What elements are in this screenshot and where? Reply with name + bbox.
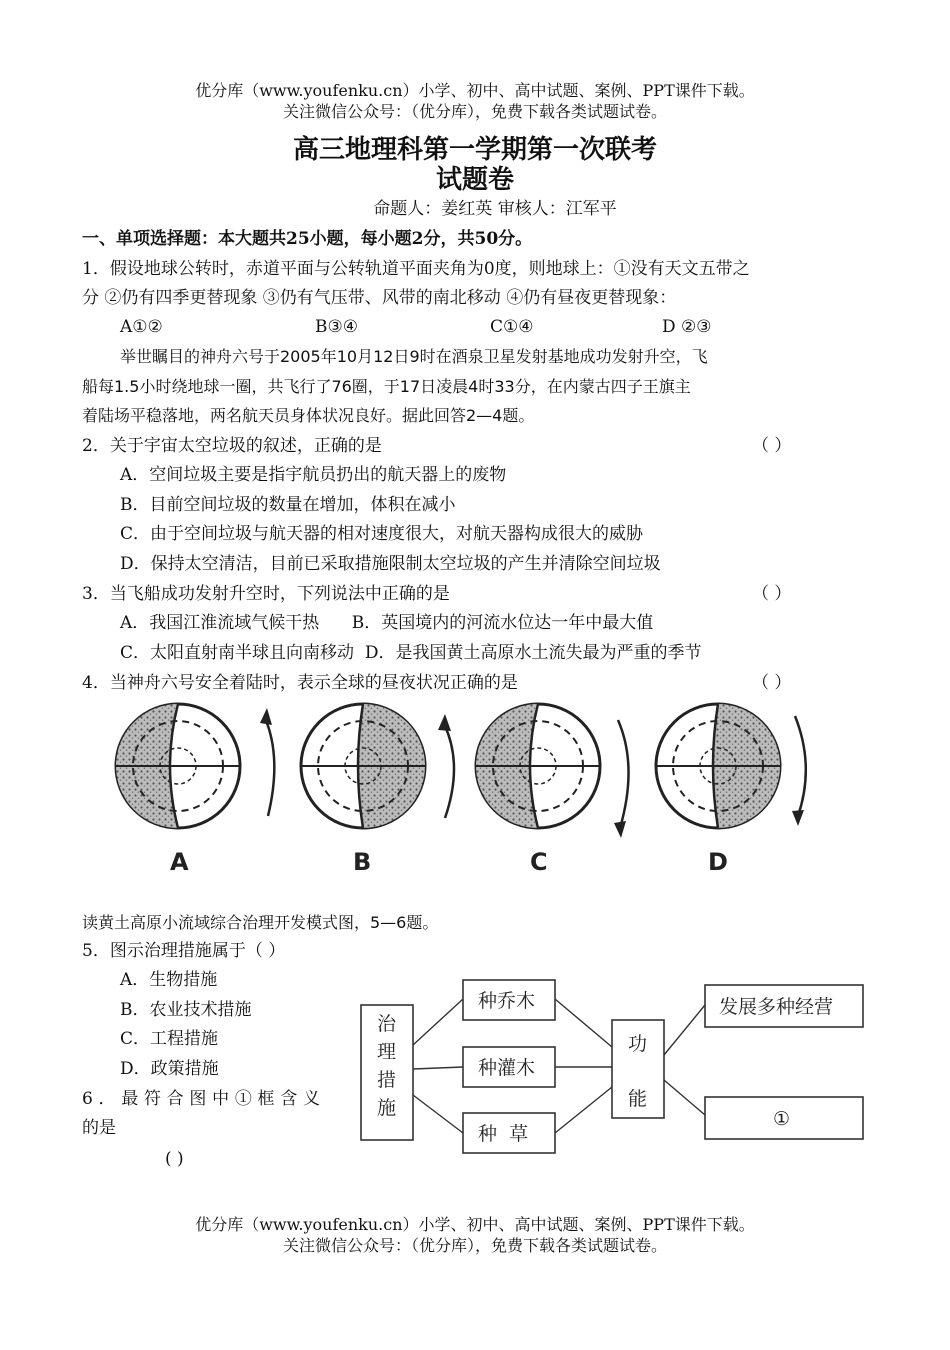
q1-option-a: A①② (120, 317, 163, 337)
develop-diversified-label: 发展多种经营 (719, 996, 834, 1018)
q6-answer-paren: ( ) (165, 1149, 184, 1169)
passage-line-3: 着陆场平稳落地，两名航天员身体状况良好。据此回答2—4题。 (82, 406, 535, 425)
passage-line-2: 船每1.5小时绕地球一圈，共飞行了76圈，于17日凌晨4时33分，在内蒙古四子王旗主 (82, 377, 691, 396)
plant-trees-label: 种乔木 (478, 990, 536, 1012)
treatment-char-1: 治 (377, 1013, 397, 1035)
function-char-1: 功 (628, 1033, 648, 1055)
footer-line-2: 关注微信公众号：（优分库），免费下载各类试题试卷。 (282, 1236, 667, 1255)
rotation-arrow-icon (614, 821, 626, 838)
q2-option-c: C．由于空间垃圾与航天器的相对速度很大，对航天器构成很大的威胁 (120, 524, 644, 544)
blank-box-1-label: ① (773, 1108, 791, 1130)
q5-option-c: C．工程措施 (120, 1029, 219, 1049)
rotation-arrow-icon (792, 810, 804, 826)
globe-label-a: A (170, 848, 189, 876)
q3-options-row-1: A．我国江淮流域气候干热 B．英国境内的河流水位达一年中最大值 (120, 613, 654, 633)
globe-label-d: D (708, 848, 728, 876)
q5-stem: 5．图示治理措施属于（ ） (82, 941, 286, 961)
q1-option-c: C①④ (490, 317, 534, 337)
plant-grass-label: 种 草 (478, 1123, 529, 1145)
globe-c (476, 704, 629, 876)
page-title: 高三地理科第一学期第一次联考 (292, 135, 657, 165)
q2-option-a: A．空间垃圾主要是指宇航员扔出的航天器上的废物 (120, 465, 507, 485)
q6-stem-line-2: 的是 (82, 1118, 116, 1138)
read-intro: 读黄土高原小流域综合治理开发模式图，5—6题。 (82, 913, 439, 932)
rotation-arrow-icon (438, 714, 451, 731)
section-heading: 一、单项选择题：本大题共25小题，每小题2分，共50分。 (82, 229, 533, 249)
header-line-2: 关注微信公众号：（优分库），免费下载各类试题试卷。 (282, 102, 667, 121)
q5-option-a: A．生物措施 (120, 970, 218, 990)
treatment-char-4: 施 (377, 1097, 397, 1119)
q1-option-d: D ②③ (662, 317, 712, 337)
page-subtitle: 试题卷 (435, 165, 514, 195)
function-char-2: 能 (628, 1088, 648, 1110)
q3-stem: 3．当飞船成功发射升空时，下列说法中正确的是 (82, 584, 450, 604)
q1-stem-line-2: 分 ②仍有四季更替现象 ③仍有气压带、风带的南北移动 ④仍有昼夜更替现象： (82, 288, 677, 308)
rotation-arrow-icon (260, 708, 272, 725)
footer-line-1: 优分库（www.youfenku.cn）小学、初中、高中试题、案例、PPT课件下载。 (195, 1215, 755, 1234)
q1-stem-line-1: 1．假设地球公转时，赤道平面与公转轨道平面夹角为0度，则地球上：①没有天文五带之 (82, 259, 750, 279)
globe-a (116, 704, 274, 876)
q3-answer-paren: （ ） (752, 584, 792, 604)
q5-option-b: B．农业技术措施 (120, 1000, 252, 1020)
q4-stem: 4．当神舟六号安全着陆时，表示全球的昼夜状况正确的是 (82, 673, 518, 693)
plant-shrubs-label: 种灌木 (478, 1057, 536, 1079)
q5-option-d: D．政策措施 (120, 1059, 219, 1079)
globe-label-c: C (530, 848, 548, 876)
q4-answer-paren: （ ） (752, 673, 792, 693)
q2-answer-paren: （ ） (752, 436, 792, 456)
q3-options-row-2: C．太阳直射南半球且向南移动 D．是我国黄土高原水土流失最为严重的季节 (120, 643, 702, 663)
q2-stem: 2．关于宇宙太空垃圾的叙述，正确的是 (82, 436, 382, 456)
q2-option-b: B．目前空间垃圾的数量在增加，体积在减小 (120, 495, 456, 515)
q1-option-b: B③④ (315, 317, 358, 337)
globe-d (656, 704, 806, 876)
passage-line-1: 举世瞩目的神舟六号于2005年10月12日9时在酒泉卫星发射基地成功发射升空，飞 (120, 347, 708, 366)
q6-stem-line-1: 6．最符合图中①框含义 (82, 1089, 320, 1109)
treatment-char-3: 措 (377, 1069, 397, 1091)
globe-b (301, 704, 454, 876)
authors-line: 命题人：姜红英 审核人：江军平 (373, 199, 617, 219)
treatment-char-2: 理 (377, 1041, 397, 1063)
treatment-diagram (355, 965, 870, 1155)
globes-figure (110, 698, 830, 883)
globe-label-b: B (353, 848, 372, 876)
header-line-1: 优分库（www.youfenku.cn）小学、初中、高中试题、案例、PPT课件下载。 (195, 81, 755, 100)
q2-option-d: D．保持太空清洁，目前已采取措施限制太空垃圾的产生并清除空间垃圾 (120, 554, 661, 574)
